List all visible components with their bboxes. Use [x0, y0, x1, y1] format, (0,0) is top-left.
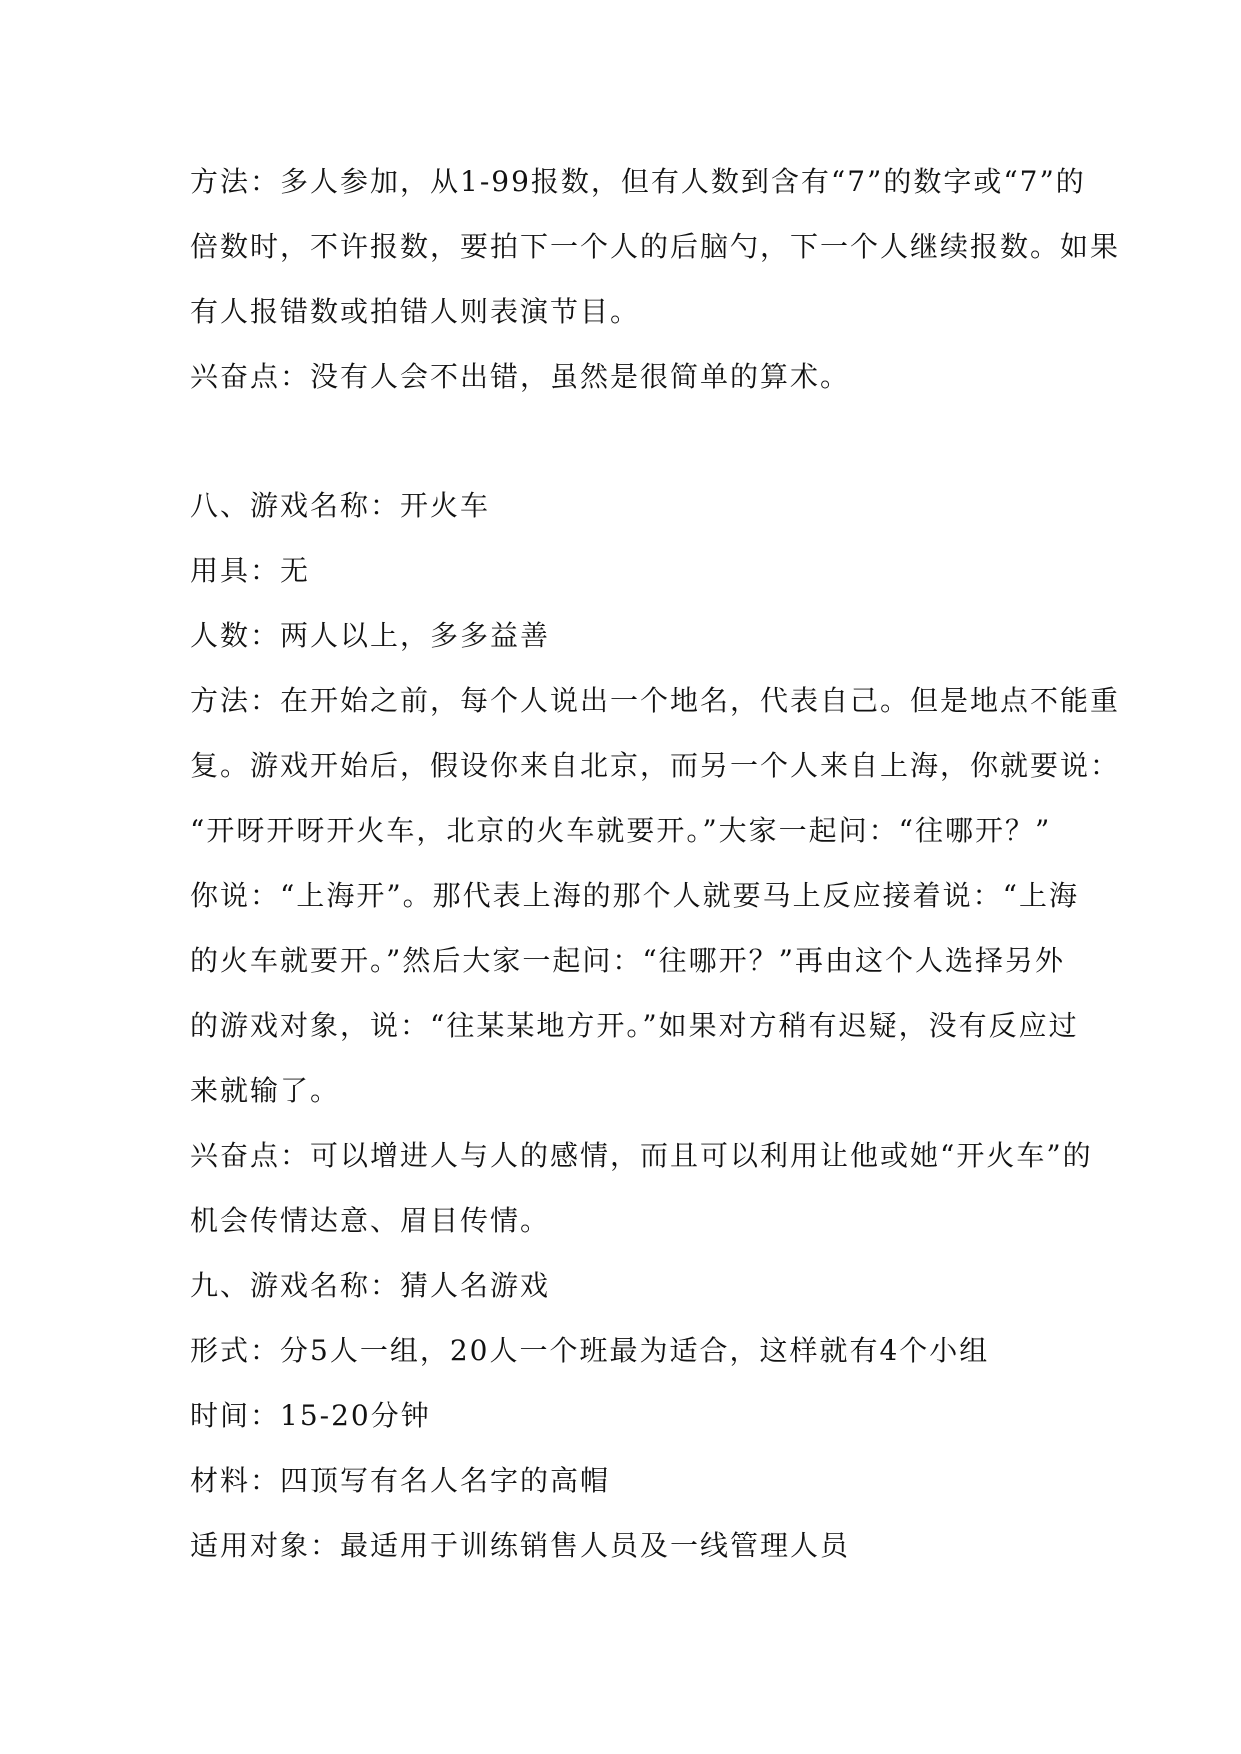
- text-line: 复。游戏开始后，假设你来自北京，而另一个人来自上海，你就要说：: [190, 749, 1121, 782]
- text-line: 有人报错数或拍错人则表演节目。: [190, 295, 641, 328]
- text-line: 你说：“上海开”。那代表上海的那个人就要马上反应接着说：“上海: [190, 879, 1079, 912]
- text-line: 适用对象：最适用于训练销售人员及一线管理人员: [190, 1529, 851, 1562]
- text-line: 时间：15-20分钟: [190, 1399, 431, 1432]
- text-line: 来就输了。: [190, 1074, 341, 1107]
- section-heading: 八、游戏名称：开火车: [190, 489, 491, 522]
- text-line: 材料：四顶写有名人名字的高帽: [190, 1464, 611, 1497]
- text-line: 倍数时，不许报数，要拍下一个人的后脑勺，下一个人继续报数。如果: [190, 230, 1121, 263]
- text-line: 方法：多人参加，从1-99报数，但有人数到含有“7”的数字或“7”的: [190, 165, 1086, 198]
- section-heading: 九、游戏名称：猜人名游戏: [190, 1269, 551, 1302]
- text-line: 的游戏对象，说：“往某某地方开。”如果对方稍有迟疑，没有反应过: [190, 1009, 1079, 1042]
- text-line: 兴奋点：没有人会不出错，虽然是很简单的算术。: [190, 360, 851, 393]
- text-line: “开呀开呀开火车，北京的火车就要开。”大家一起问：“往哪开？”: [190, 814, 1052, 847]
- text-line: 机会传情达意、眉目传情。: [190, 1204, 551, 1237]
- text-line: 兴奋点：可以增进人与人的感情，而且可以利用让他或她“开火车”的: [190, 1139, 1093, 1172]
- text-line: 人数：两人以上，多多益善: [190, 619, 551, 652]
- text-line: 方法：在开始之前，每个人说出一个地名，代表自己。但是地点不能重: [190, 684, 1121, 717]
- text-line: 的火车就要开。”然后大家一起问：“往哪开？”再由这个人选择另外: [190, 944, 1065, 977]
- text-line: 用具：无: [190, 554, 311, 587]
- text-line: 形式：分5人一组，20人一个班最为适合，这样就有4个小组: [190, 1334, 990, 1367]
